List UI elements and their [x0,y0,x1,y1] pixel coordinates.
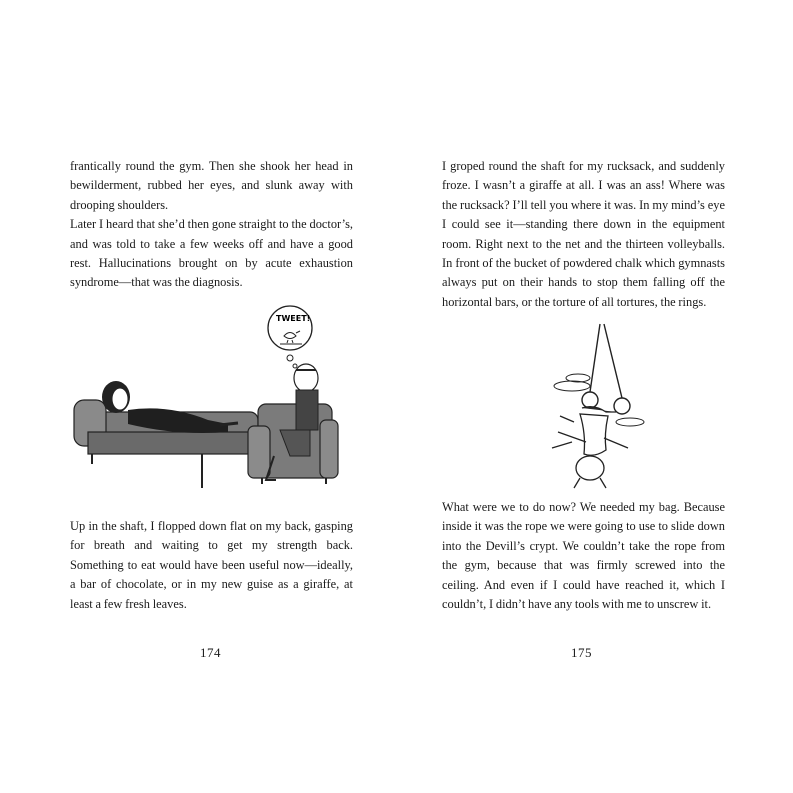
rings-illustration [530,322,650,492]
thought-bubble [268,306,312,368]
page-number: 174 [200,645,221,660]
right-page-text-top [442,157,725,312]
bubble-text: TWEET! [276,314,311,323]
right-page-text-bottom [442,498,725,614]
paragraph: Later I heard that she’d then gone straight to the doctor’s, and was told to take a few weeks off and have a good rest. Hallucinations brought on by acute exhaustion syndrome—that was the diagnosis. [70,217,353,290]
paragraph: Up in the shaft, I flopped down flat on my back, gasping for breath and waiting to get my strength back. Something to eat would have been useful now—ideally, a bar of chocolate, or in my new guise as a giraffe, at least a few fresh leaves. [70,519,353,611]
page-number: 175 [571,645,592,660]
gymnastic-rings [582,324,630,414]
left-page-text-top [70,157,353,293]
left-page [0,0,396,793]
upside-down-child [552,407,628,488]
right-page [396,0,792,793]
paragraph: I groped round the shaft for my rucksack, and suddenly froze. I wasn’t a giraffe at all. I was an ass! Where was the rucksack? I’ll tell you where it was. In my mind’s eye I could see it—standing there down in the equipment room. Right next to the net and the thirteen volleyballs. In front of the bucket of powdered chalk which gymnasts always put on their hands to stop them falling off the horizontal bars, or the torture of all tortures, the rings. [442,159,725,309]
paragraph: frantically round the gym. Then she shook her head in bewilderment, rubbed her eyes, and slunk away with drooping shoulders. [70,159,353,212]
paragraph: What were we to do now? We needed my bag. Because inside it was the rope we were going to use to slide down into the Devill’s crypt. We couldn’t take the rope from the gym, because that was firmly screwed into the ceiling. And even if I could have reached it, which I couldn’t, I didn’t have any tools with me to unscrew it. [442,500,725,612]
therapist-illustration [70,300,350,490]
left-page-text-bottom [70,517,353,614]
